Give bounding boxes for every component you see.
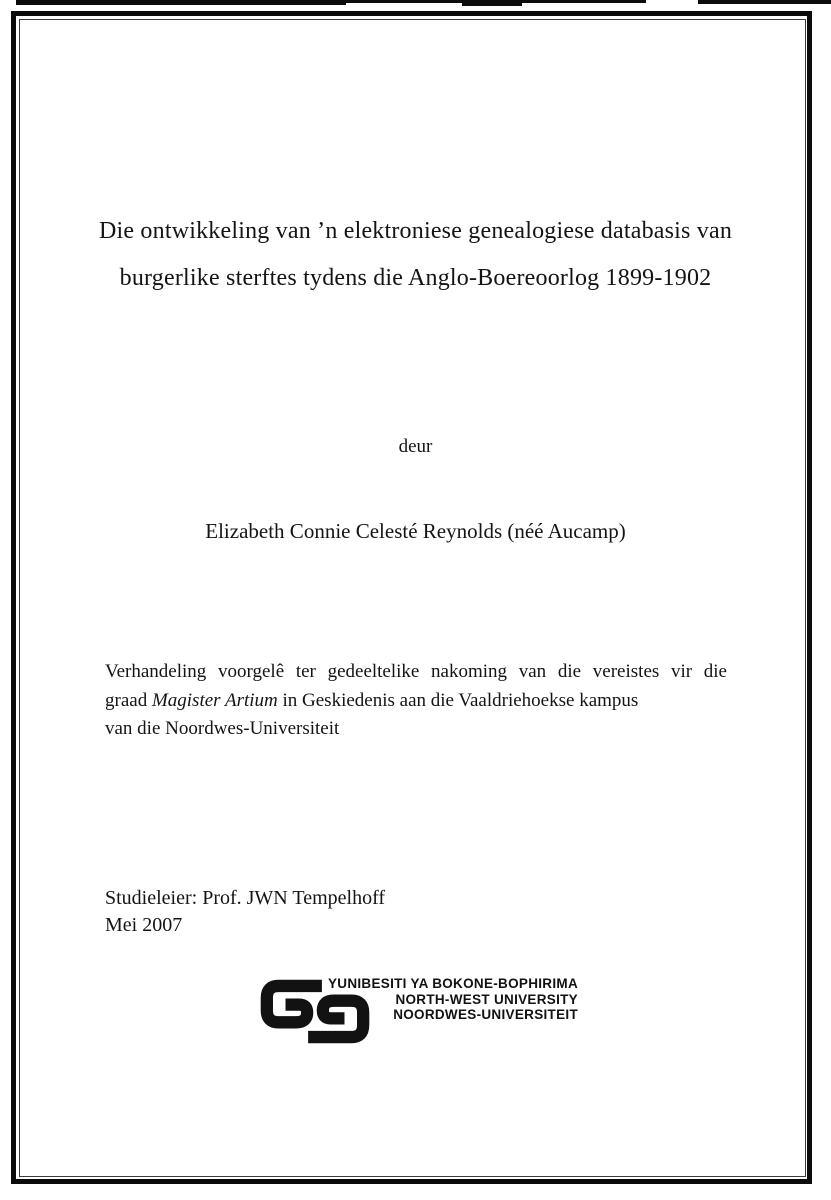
logo-text-afrikaans: NOORDWES-UNIVERSITEIT [393,1007,578,1022]
logo-text-english: NORTH-WEST UNIVERSITY [395,991,578,1007]
thesis-title [60,208,771,302]
logo-text-setswana: YUNIBESITI YA BOKONE-BOPHIRIMA [327,976,578,991]
university-logo [258,974,588,1050]
degree-statement-line2 [105,687,727,716]
degree-statement-line2-suffix: in Geskiedenis aan die Vaaldriehoekse kampus [277,689,639,711]
thesis-title-line2: burgerlike sterftes tydens die Anglo-Boereoorlog 1899-1902 [119,265,712,291]
university-logo-wordmark [320,976,578,1023]
degree-statement-line2-prefix: graad [105,689,152,711]
degree-name-italic: Magister Artium [151,689,278,711]
supervisor-line: Studieleier: Prof. JWN Tempelhoff [105,887,386,909]
date-line: Mei 2007 [105,914,183,936]
scan-artifact [698,0,831,4]
scan-artifact [462,0,522,6]
thesis-title-line1: Die ontwikkeling van ’n elektroniese genealogiese databasis van [98,218,733,244]
degree-statement-line3: van die Noordwes-Universiteit [105,718,340,739]
supervisor-block [105,885,385,939]
author-name: Elizabeth Connie Celesté Reynolds (néé Aucamp) [205,519,626,543]
byline: deur [398,436,433,457]
scan-artifact [16,0,346,5]
degree-statement [105,658,727,744]
degree-statement-line1: Verhandeling voorgelê ter gedeeltelike nakoming van die vereistes vir die [105,661,727,682]
